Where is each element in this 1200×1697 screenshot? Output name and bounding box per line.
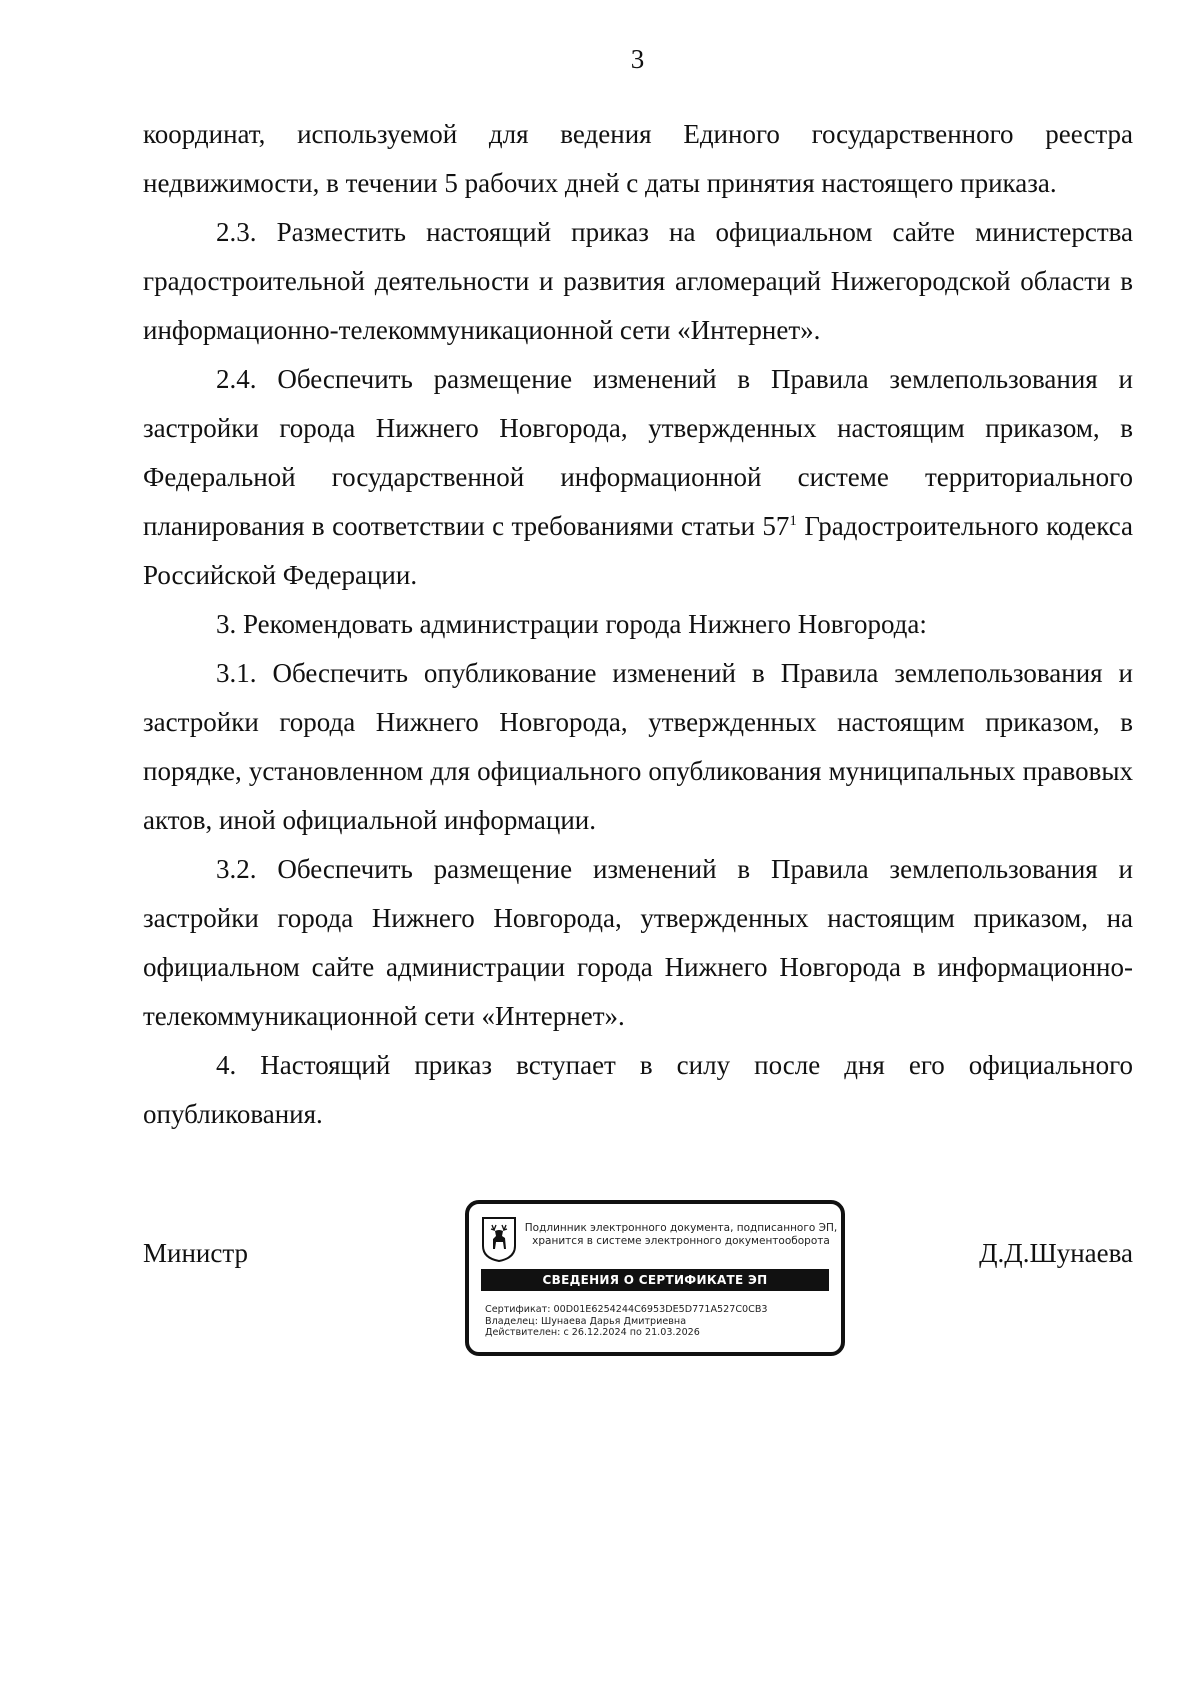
stamp-header-line-2: хранится в системе электронного документооборота <box>532 1235 830 1247</box>
stamp-header <box>521 1222 841 1248</box>
stamp-validity: Действителен: с 26.12.2024 по 21.03.2026 <box>485 1327 700 1338</box>
paragraph-3-1: 3.1. Обеспечить опубликование изменений в Правила землепользования и застройки города Нижнего Новгорода, утвержденных настоящим приказом, в порядке, установленном для официального опубликования муниципальных правовых актов, иной официальной информации. <box>143 658 1133 835</box>
paragraph-2-4 <box>143 355 1133 600</box>
signer-name: Д.Д.Шунаева <box>979 1238 1133 1268</box>
paragraph-2-4-tail: Градостроительного кодекса Российской Федерации. <box>143 511 1133 590</box>
electronic-signature-stamp <box>465 1200 845 1356</box>
stamp-title-bar: СВЕДЕНИЯ О СЕРТИФИКАТЕ ЭП <box>481 1269 829 1291</box>
signer-role: Министр <box>143 1238 248 1268</box>
signature-block <box>143 1200 1133 1360</box>
stamp-header-line-1: Подлинник электронного документа, подписанного ЭП, <box>524 1222 838 1234</box>
stamp-owner: Владелец: Шунаева Дарья Дмитриевна <box>485 1315 687 1327</box>
paragraph-2-3: 2.3. Разместить настоящий приказ на официальном сайте министерства градостроительной деятельности и развития агломераций Нижегородской области в информационно-телекоммуникационной сети «Интернет». <box>143 217 1133 345</box>
paragraph-2-4-text: 2.4. Обеспечить размещение изменений в Правила землепользования и застройки города Нижнего Новгорода, утвержденных настоящим приказом, в Федеральной государственной информационной системе территориального планирования в соответствии с требованиями статьи 57 <box>143 364 1133 541</box>
document-body <box>143 110 1133 1139</box>
paragraph-4: 4. Настоящий приказ вступает в силу после дня его официального опубликования. <box>143 1050 1133 1129</box>
paragraph-3: 3. Рекомендовать администрации города Нижнего Новгорода: <box>216 609 927 639</box>
article-superscript: 1 <box>789 513 797 529</box>
paragraph-continuation: координат, используемой для ведения Единого государственного реестра недвижимости, в течении 5 рабочих дней с даты принятия настоящего приказа. <box>143 119 1133 198</box>
stamp-certificate: Сертификат: 00D01E6254244C6953DE5D771A527C0CB3 <box>485 1304 768 1315</box>
stamp-details <box>485 1304 768 1339</box>
page-number: 3 <box>630 44 645 74</box>
paragraph-3-2: 3.2. Обеспечить размещение изменений в Правила землепользования и застройки города Нижнего Новгорода, утвержденных настоящим приказом, на официальном сайте администрации города Нижнего Новгорода в информационно-телекоммуникационной сети «Интернет». <box>143 854 1133 1031</box>
deer-emblem-icon <box>481 1216 517 1262</box>
